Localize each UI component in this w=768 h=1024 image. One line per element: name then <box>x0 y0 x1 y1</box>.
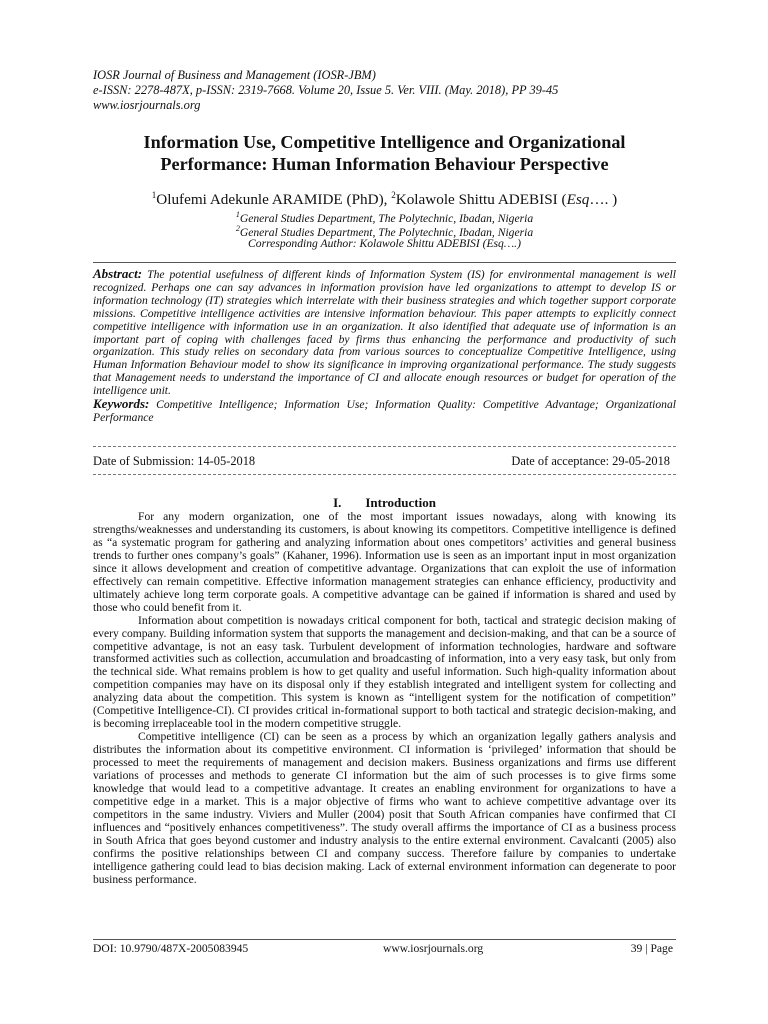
body-text <box>93 511 676 887</box>
affiliation-1-text: General Studies Department, The Polytechnic, Ibadan, Nigeria <box>239 211 534 225</box>
abstract-top-rule <box>93 262 676 263</box>
paper-title: Information Use, Competitive Intelligence and Organizational Performance: Human Information Behaviour Perspective <box>143 132 626 174</box>
dates-top-divider <box>93 446 676 447</box>
affiliation-2-text: General Studies Department, The Polytechnic, Ibadan, Nigeria <box>239 225 534 239</box>
author-line <box>93 186 676 209</box>
author1-marker: 1 <box>151 190 157 200</box>
footer-page-number: 39 | Page <box>630 942 673 955</box>
journal-name: IOSR Journal of Business and Management (IOSR-JBM) <box>93 68 376 82</box>
keywords-label: Keywords: <box>93 396 150 412</box>
date-of-submission: Date of Submission: 14-05-2018 <box>93 454 256 468</box>
date-of-acceptance: Date of acceptance: 29-05-2018 <box>511 454 670 468</box>
journal-website: www.iosrjournals.org <box>93 98 201 112</box>
abstract-block <box>93 268 676 425</box>
abstract-text: The potential usefulness of different kinds of Information System (IS) for environmental management is well recognized. Perhaps one can say advances in information provision have led organizations to attempt to develop IS or information technology (IT) strategies which interrelate with their business strategies and which together support corporate missions. Competitive intelligence activities are intensive information behaviour. This paper attempts to explicitly connect competitive intelligence with information use in an organization. It also identified that adequate use of information is an important part of coping with challenges faced by firms thus enhancing the performance and productivity of such organization. This study relies on secondary data from various sources to conceptualize Competitive Intelligence, using Human Information Behaviour model to show its significance in improving organizational performance. The study suggests that Management needs to understand the importance of CI and allocate enough resources or budget for operation of the intelligence unit. <box>93 268 676 398</box>
paragraph-2: Information about competition is nowadays critical component for both, tactical and strategic decision making of every company. Building information system that supports the management and decision-making, and that can be a source of competitive advantage, is not an easy task. Turbulent development of information technologies, hardware and software transformed activities such as collection, accumulation and broadcasting of information, into a very easy task, but only from the technical side. What remains problem is how to get quality and useful information. Such high-quality information about competition companies may have on its disposal only if they establish integrated and intelligent system for collecting and analyzing data about the competition. This system is known as “intelligent system for the notification of competition” (Competitive Intelligence-CI). CI provides critical in-formational support to both tactical and strategic decision-making, and is becoming irreplaceable tool in the modern competitive struggle. <box>93 613 676 731</box>
footer-website: www.iosrjournals.org <box>383 942 484 955</box>
paragraph-1: For any modern organization, one of the most important issues nowadays, along with knowing its strengths/weaknesses and understanding its customers, is about knowing its competitors. Competitive intelligence is defined as “a systematic program for gathering and analyzing information about ones competitors’ activities and general business trends to further ones company’s goals” (Kahaner, 1996). Information use is seen as an important input in most organization since it allows development and creation of competitive advantage. Organizations that can exploit the use of information effectively can remain competitive. Effective information management strategies can enhance efficiency, productivity and ultimately achieve long term corporate goals. A competitive advantage can be gained if information is shared and used by those who could benefit from it. <box>93 510 676 614</box>
abstract-label: Abstract: <box>93 266 143 281</box>
corresponding-author: Corresponding Author: Kolawole Shittu ADEBISI (Esq….) <box>248 237 521 250</box>
affiliation-2-marker: 2 <box>235 224 240 233</box>
author2-marker: 2 <box>391 190 396 200</box>
section-number: I. <box>333 495 342 510</box>
paragraph-3: Competitive intelligence (CI) can be seen as a process by which an organization legally gathers analysis and distributes the information about its competitive environment. CI information is ‘privileged’ information that should be processed to meet the requirements of management and decision makers. Business organizations and firms use different variations of processes and methods to generate CI information but the aim of such processes is to give firms some knowledge that would lead to a competitive advantage. It creates an enabling environment for organizations to have a competitive edge in a market. This is a major objective of firms who want to achieve competitive advantage over its competitors in the same industry. Viviers and Muller (2004) posit that South African companies have confirmed that CI influences and “positively enhances competitiveness”. The study overall affirms the importance of CI as a business process in South Africa that goes beyond customer and industry analysis to the entire external environment. Cavalcanti (2005) also confirms the positive relationships between CI and company success. Therefore failure by companies to undertake intelligence gathering could lead to bias decision making. Lack of external environment information can degenerate to poor business performance. <box>93 730 676 886</box>
author2-esq: Esq <box>566 191 590 209</box>
journal-issn-volume: e-ISSN: 2278-487X, p-ISSN: 2319-7668. Volume 20, Issue 5. Ver. VIII. (May. 2018), PP 39-45 <box>93 83 559 97</box>
section-heading <box>93 496 676 510</box>
footer-doi: DOI: 10.9790/487X-2005083945 <box>93 942 249 955</box>
author2-name: Kolawole Shittu ADEBISI ( <box>395 191 567 209</box>
affiliation-1-marker: 1 <box>235 210 240 219</box>
journal-header <box>93 68 693 113</box>
section-title: Introduction <box>365 495 436 510</box>
footer-rule <box>93 939 676 940</box>
author2-tail: …. ) <box>589 191 618 209</box>
dates-bottom-divider <box>93 474 676 475</box>
keywords-text: Competitive Intelligence; Information Use; Information Quality: Competitive Advantage; Organizational Performance <box>93 398 676 424</box>
author1-name: Olufemi Adekunle ARAMIDE (PhD), <box>156 191 392 209</box>
